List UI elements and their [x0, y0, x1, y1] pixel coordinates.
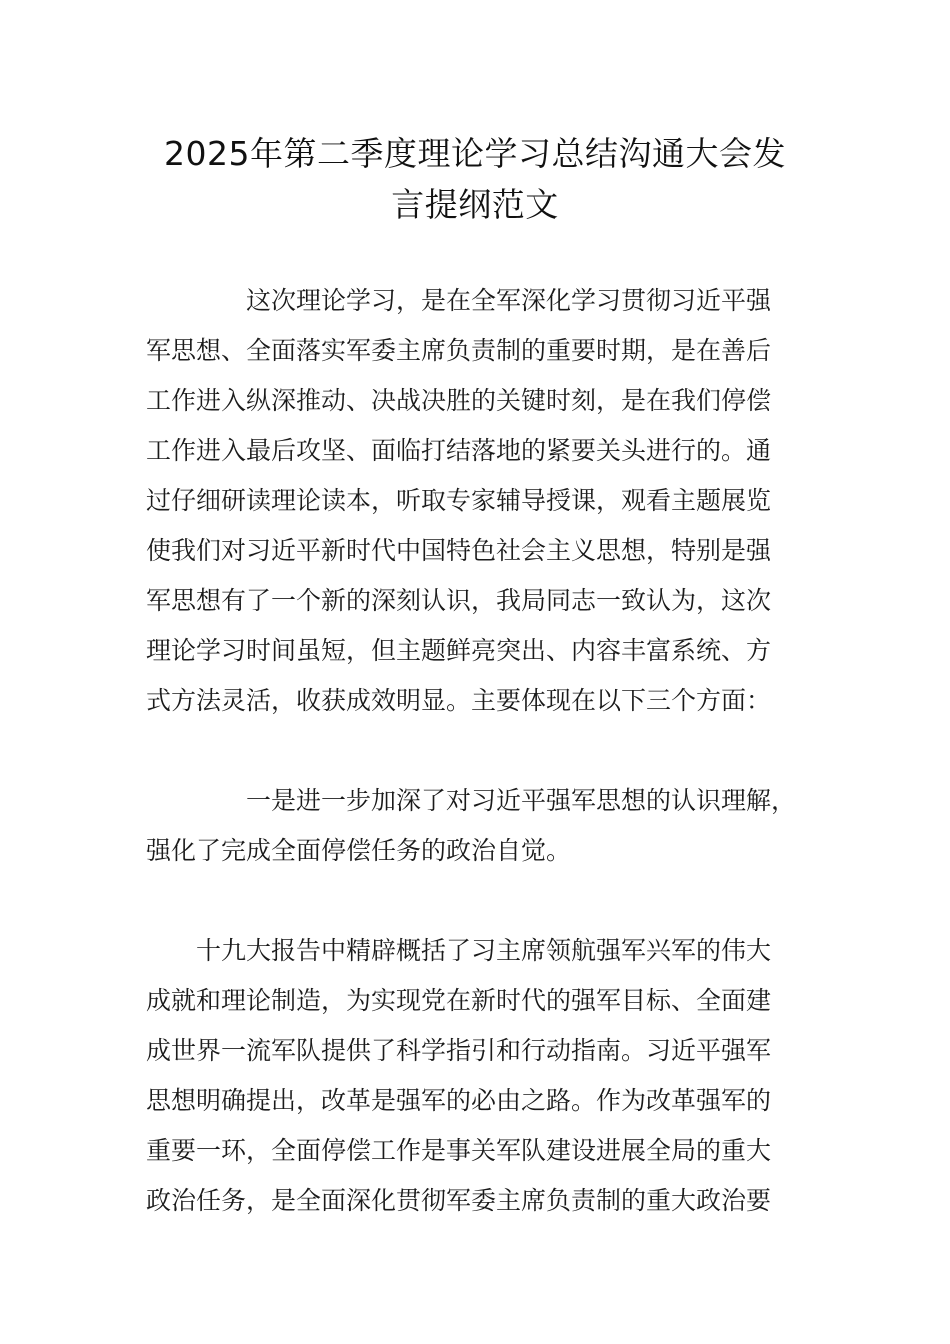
paragraph-3-line-5: 重要一环，全面停偿工作是事关军队建设进展全局的重大: [146, 1136, 772, 1165]
paragraph-1-line-1: 这次理论学习，是在全军深化学习贯彻习近平强: [246, 286, 772, 315]
paragraph-1-line-9: 式方法灵活，收获成效明显。主要体现在以下三个方面：: [146, 686, 772, 715]
paragraph-2-line-1: 一是进一步加深了对习近平强军思想的认识理解，: [246, 786, 797, 815]
paragraph-3-line-4: 思想明确提出，改革是强军的必由之路。作为改革强军的: [146, 1086, 772, 1115]
document-title-line-1: 2025年第二季度理论学习总结沟通大会发: [164, 134, 786, 173]
paragraph-1-line-6: 使我们对习近平新时代中国特色社会主义思想，特别是强: [146, 536, 772, 565]
paragraph-3-line-6: 政治任务，是全面深化贯彻军委主席负责制的重大政治要: [146, 1186, 772, 1215]
paragraph-3-line-1: 十九大报告中精辟概括了习主席领航强军兴军的伟大: [196, 936, 772, 965]
paragraph-1-line-8: 理论学习时间虽短，但主题鲜亮突出、内容丰富系统、方: [146, 636, 772, 665]
paragraph-1-line-7: 军思想有了一个新的深刻认识，我局同志一致认为，这次: [146, 586, 772, 615]
paragraph-3-line-3: 成世界一流军队提供了科学指引和行动指南。习近平强军: [146, 1036, 772, 1065]
paragraph-3-line-2: 成就和理论制造，为实现党在新时代的强军目标、全面建: [146, 986, 772, 1015]
paragraph-1-line-3: 工作进入纵深推动、决战决胜的关键时刻，是在我们停偿: [146, 386, 772, 415]
paragraph-1-line-5: 过仔细研读理论读本，听取专家辅导授课，观看主题展览: [146, 486, 772, 515]
document-title-line-2: 言提纲范文: [391, 185, 559, 224]
paragraph-2-line-2: 强化了完成全面停偿任务的政治自觉。: [146, 836, 572, 865]
paragraph-1-line-2: 军思想、全面落实军委主席负责制的重要时期，是在善后: [146, 336, 772, 365]
paragraph-1-line-4: 工作进入最后攻坚、面临打结落地的紧要关头进行的。通: [146, 436, 772, 465]
